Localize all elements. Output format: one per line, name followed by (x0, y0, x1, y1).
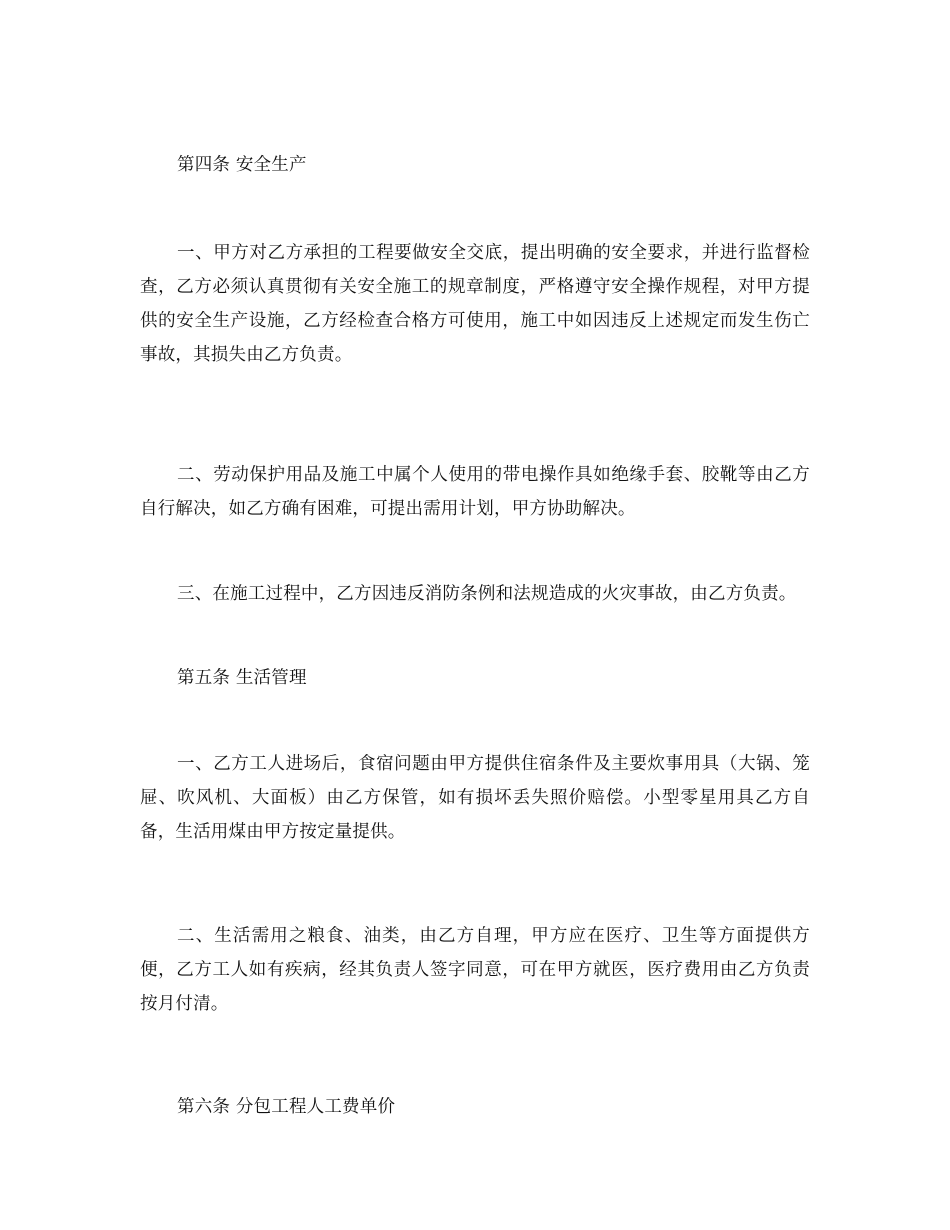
article-4-item-1: 一、甲方对乙方承担的工程要做安全交底，提出明确的安全要求，并进行监督检查，乙方必须认真贯彻有关安全施工的规章制度，严格遵守安全操作规程，对甲方提供的安全生产设施，乙方经检查合格方可使用，施工中如因违反上述规定而发生伤亡事故，其损失由乙方负责。 (140, 243, 810, 365)
article-4-item-2: 二、劳动保护用品及施工中属个人使用的带电操作具如绝缘手套、胶靴等由乙方自行解决，如乙方确有困难，可提出需用计划，甲方协助解决。 (140, 465, 810, 519)
article-5-item-1: 一、乙方工人进场后，食宿问题由甲方提供住宿条件及主要炊事用具（大锅、笼屉、吹风机、大面板）由乙方保管，如有损坏丢失照价赔偿。小型零星用具乙方自备，生活用煤由甲方按定量提供。 (140, 754, 810, 842)
article-5-item-2: 二、生活需用之粮食、油类，由乙方自理，甲方应在医疗、卫生等方面提供方便，乙方工人如有疾病，经其负责人签字同意，可在甲方就医，医疗费用由乙方负责按月付清。 (140, 926, 810, 1014)
article-4-title: 第四条 安全生产 (177, 155, 307, 175)
article-6-title: 第六条 分包工程人工费单价 (177, 1097, 396, 1117)
article-4-item-3: 三、在施工过程中，乙方因违反消防条例和法规造成的火灾事故，由乙方负责。 (177, 584, 797, 604)
article-5-title: 第五条 生活管理 (177, 668, 307, 688)
